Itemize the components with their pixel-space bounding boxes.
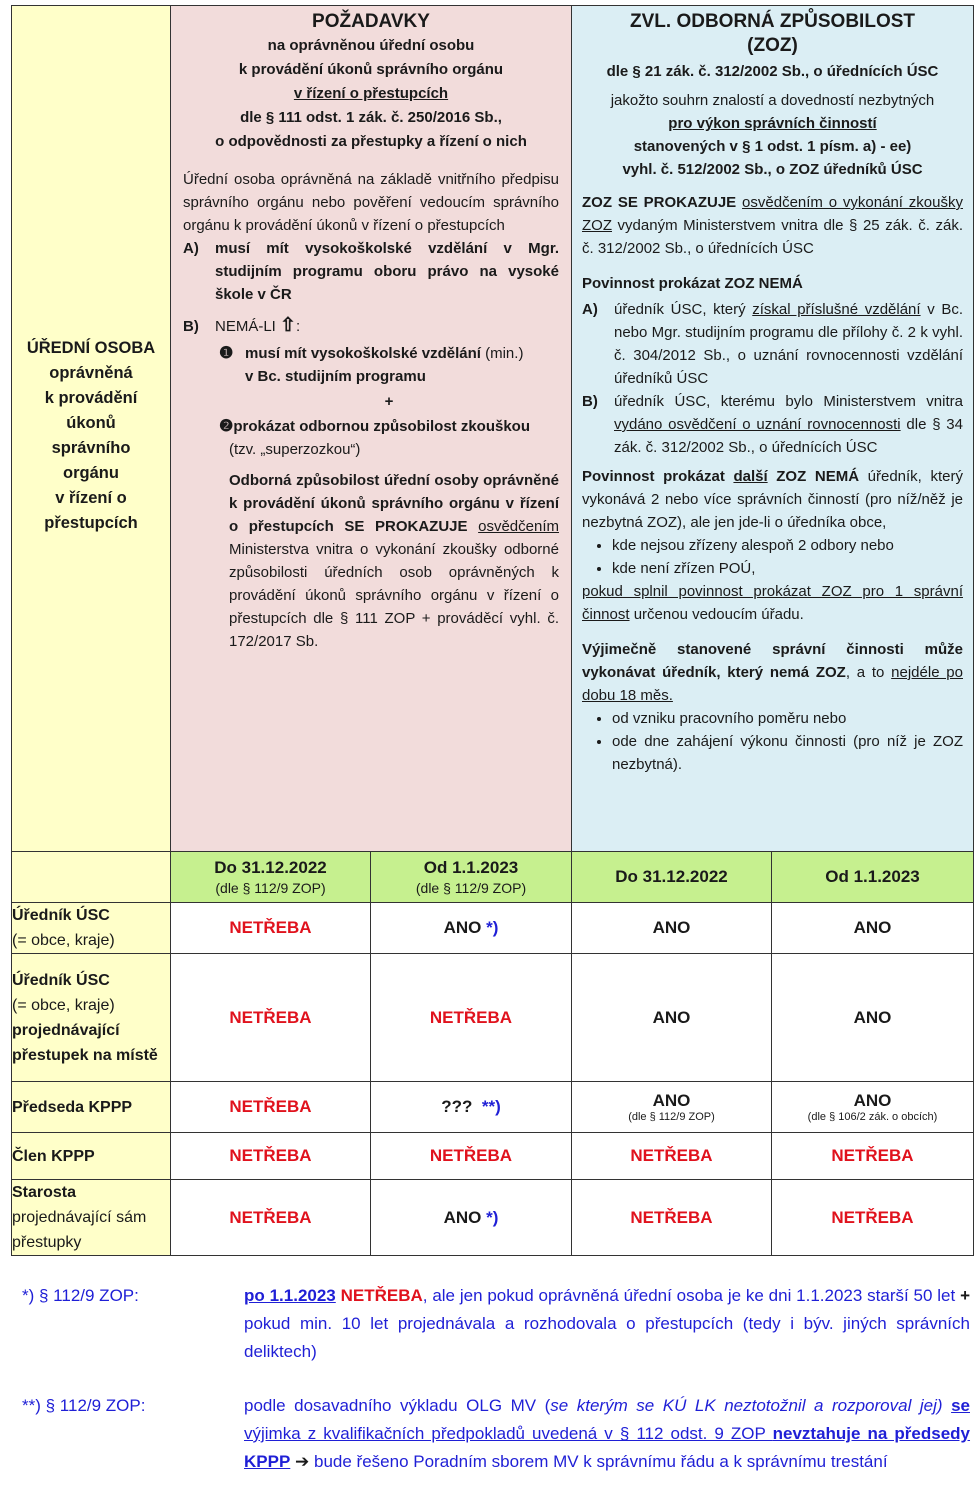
row2-col4: ANO [772,954,974,1082]
zoz-p4-li1: • od vzniku pracovního poměru nebo [612,707,963,730]
footnote-2-text3: bude řešeno Poradním sborem MV k správnímu řádu a k správnímu trestání [309,1452,888,1471]
footnote-2-nevztahuje: nevztahuje na předsedy KPPP [244,1424,971,1471]
zoz-p1-rest: vydaným Ministerstvem vnitra dle § 25 zák. č. zák. č. 312/2002 Sb., o úřednících ÚSC [582,217,963,257]
row3-col4 [772,1082,974,1133]
row5-col2-value: ANO [443,1207,482,1227]
row5-col4 [772,1180,974,1256]
col1-title: Do 31.12.2022 [214,857,327,877]
zoz-pa-t1: úředník ÚSC, který [614,301,753,318]
row2-label-bold2: projednávající přestupek na místě [12,1021,158,1064]
row3-col2 [371,1082,572,1133]
zoz-p2-title: Povinnost prokázat ZOZ NEMÁ [582,275,803,292]
od-rest: Ministerstva vnitra o vykonání zkoušky odborné způsobilosti úředních osob oprávněných k provádění úkonů správního orgánu v řízení o přestupcích dle § 111 ZOP + prováděcí vyhl. č. 172/2017 Sb. [229,541,559,650]
n2-line2: (tzv. „superzozkou“) [229,441,361,458]
col1-sub: (dle § 112/9 ZOP) [215,879,326,896]
pozadavky-sub4: dle § 111 odst. 1 zák. č. 250/2016 Sb., [240,109,502,126]
zoz-cell [572,6,974,852]
comparison-table [11,5,974,1256]
row2-col2 [371,954,572,1082]
row3-col4-value: ANO [853,1090,892,1110]
n2-bold: prokázat odbornou způsobilost zkouškou [233,418,531,435]
plus-sign: + [384,393,394,410]
row4-col3 [572,1133,772,1180]
n1-bold: musí mít vysokoškolské vzdělání [245,345,481,362]
row5-col1-value: NETŘEBA [229,1207,312,1227]
footnote-2 [22,1392,970,1476]
zoz-p3-b1: Povinnost prokázat [582,468,734,485]
pozadavky-sub3: v řízení o přestupcích [293,85,449,102]
row5-col2-star: *) [486,1207,499,1227]
row4-col3-value: NETŘEBA [630,1146,713,1165]
zoz-p4-bold: Výjimečně stanovené správní činnosti může vykonávat úředník, který nemá ZOZ [582,641,963,681]
row3-col1 [171,1082,371,1133]
row4-col4 [772,1133,974,1180]
zoz-sub1: dle § 21 zák. č. 312/2002 Sb., o úřednících ÚSC [606,63,939,80]
row3-col3-sub: (dle § 112/9 ZOP) [628,1110,715,1123]
col-header-1 [171,852,371,903]
pozadavky-sub1: na oprávněnou úřední osobu [267,37,475,54]
row1-label-rest: (= obce, kraje) [12,932,115,949]
zoz-pa-t2: v Bc. nebo Mgr. studijním programu dle přílohy č. 2 k vyhl. č. 304/2012 Sb., o uznání rovnocennosti vzdělání úředníků ÚSC [614,301,963,387]
left-header-line6: orgánu [63,464,119,482]
left-header-line3: k provádění [44,389,138,407]
row-label-ureDnik-na-miste [12,954,171,1082]
row4-col2-value: NETŘEBA [429,1146,513,1165]
od-bold: Odborná způsobilost úřední osoby oprávněné k provádění úkonů správního orgánu v řízení o přestupcích SE PROKAZUJE [229,472,559,535]
row2-col2-value: NETŘEBA [429,1007,513,1027]
row5-col3-value: NETŘEBA [630,1207,713,1227]
od-underline: osvědčením [478,518,559,535]
row-label-predseda-kppp: Předseda KPPP [12,1082,171,1133]
zoz-sub3: pro výkon správních činností [668,115,877,132]
row1-col1 [171,903,371,954]
a-marker: A) [183,240,199,257]
col-header-3: Do 31.12.2022 [572,852,772,903]
zoz-pb-marker: B) [582,393,598,410]
row1-col2-star: *) [486,918,499,937]
zoz-sub5: vyhl. č. 512/2002 Sb., o ZOZ úředníků ÚSC [622,161,923,178]
row1-col2 [371,903,572,954]
row2-col1 [171,954,371,1082]
row5-col1 [171,1180,371,1256]
b-marker: B) [183,318,199,335]
row-label-starosta [12,1180,171,1256]
row1-col4: ANO [772,903,974,954]
col2-title: Od 1.1.2023 [423,857,519,877]
zoz-p3-tail-underline: pokud splnil povinnost prokázat ZOZ pro 1 správní činnost [582,583,963,623]
footnote-2-text1: podle dosavadního výkladu OLG MV ( [244,1396,551,1415]
row3-col1-value: NETŘEBA [229,1097,312,1116]
left-header-line2: oprávněná [49,364,133,382]
footnote-1-netreba: NETŘEBA [340,1286,423,1305]
row1-col1-value: NETŘEBA [229,918,312,937]
footnote-1-text1: , ale jen pokud oprávněná úřední osoba je ke dni 1.1.2023 starší 50 let [422,1286,961,1305]
zoz-pb-t1: úředník ÚSC, kterému bylo Ministerstvem vnitra [614,393,963,410]
zoz-pa-underline: získal příslušné vzdělání [752,301,921,318]
corner-cell [12,852,171,903]
zoz-pb-underline: vydáno osvědčení o uznání rovnocennosti [614,416,901,433]
footnote-2-se: se [951,1396,970,1415]
row2-label-rest: (= obce, kraje) [12,996,115,1014]
col-header-2 [371,852,572,903]
col2-sub: (dle § 112/9 ZOP) [415,879,527,896]
zoz-p4-underline: nejdéle po dobu 18 měs. [582,664,963,704]
footnote-1-plus: + [960,1286,971,1305]
zoz-p3-underline: další [733,468,768,485]
zoz-p3-tail: určenou vedoucím úřadu. [629,606,804,623]
left-header-line8: přestupcích [44,514,138,532]
zoz-p3-rest: úředník, který vykonává 2 nebo více správních činností (pro níž/něž je nezbytná ZOZ), ale jen jde-li o úředníka obce, [582,468,963,531]
left-header-cell [12,6,171,852]
a-text: musí mít vysokoškolské vzdělání v Mgr. studijním programu oboru právo na vysoké škole v ČR [215,240,559,303]
pozadavky-sub5: o odpovědnosti za přestupky a řízení o nich [215,133,527,150]
row4-col2 [371,1133,572,1180]
n1-normal: (min.) [480,345,524,362]
row3-col3-value: ANO [652,1090,691,1110]
row1-label-bold: Úředník ÚSC [12,907,110,924]
row3-col2-value: ??? [441,1097,473,1116]
row3-col3 [572,1082,772,1133]
footnote-1 [22,1282,970,1366]
row4-col4-value: NETŘEBA [831,1146,914,1165]
row1-col2-value: ANO [443,918,482,937]
zoz-p4-t: , a to [845,664,892,681]
row3-col2-star: **) [481,1097,501,1116]
footnote-1-date: po 1.1.2023 [244,1286,336,1305]
row5-col4-value: NETŘEBA [831,1207,914,1227]
footnote-1-label: *) § 112/9 ZOP: [22,1286,139,1305]
row5-label-bold: Starosta [12,1184,77,1201]
row-label-clen-kppp: Člen KPPP [12,1133,171,1180]
row5-label-rest: projednávající sám přestupky [12,1209,147,1251]
left-header-line4: úkonů [66,414,116,432]
zoz-p1-underline: osvědčením o vykonání zkoušky ZOZ [582,194,963,234]
zoz-sub4: stanovených v § 1 odst. 1 písm. a) - ee) [633,138,912,155]
b-text: NEMÁ-LI [215,318,276,335]
col-header-4: Od 1.1.2023 [772,852,974,903]
zoz-p1-bold: ZOZ SE PROKAZUJE [582,194,737,211]
row4-col1-value: NETŘEBA [229,1146,312,1165]
arrow-up-icon: ⇧ [280,315,296,336]
left-header-line5: správního [51,439,131,457]
n1-line2: v Bc. studijním programu [245,368,426,385]
footnote-2-underline: výjimka z kvalifikačních předpokladů uvedená v § 112 odst. 9 ZOP [244,1424,773,1443]
pozadavky-intro: Úřední osoba oprávněná na základě vnitřního předpisu správního orgánu nebo pověření vedoucím správního orgánu k provádění úkonů v řízení o přestupcích [183,171,559,234]
pozadavky-cell [171,6,572,852]
zoz-p4-li2: • ode dne zahájení výkonu činnosti (pro níž je ZOZ nezbytná). [612,730,963,776]
zoz-sub2: jakožto souhrn znalostí a dovedností nezbytných [610,92,935,109]
row2-label-bold: Úředník ÚSC [12,971,110,989]
footnote-1-text2: pokud min. 10 let projednávala a rozhodovala o přestupcích (tedy i býv. jiných správních deliktech) [244,1314,970,1361]
zoz-title2: (ZOZ) [747,35,798,56]
left-header-line7: v řízení o [55,489,127,507]
row3-col4-sub: (dle § 106/2 zák. o obcích) [807,1110,938,1123]
zoz-p3-li2: • kde není zřízen POÚ, [612,557,963,580]
left-header-line1: ÚŘEDNÍ OSOBA [26,339,156,357]
pozadavky-title: POŽADAVKY [312,11,430,32]
row5-col2 [371,1180,572,1256]
arrow-right-icon: ➔ [295,1452,310,1471]
zoz-pa-marker: A) [582,301,598,318]
zoz-title1: ZVL. ODBORNÁ ZPŮSOBILOST [630,11,915,32]
footnote-2-italic: se kterým se KÚ LK neztotožnil a rozporoval jej) [550,1396,943,1415]
row4-col1 [171,1133,371,1180]
number-two-icon: ❷ [219,418,234,435]
footnote-2-space [943,1396,952,1415]
pozadavky-sub2: k provádění úkonů správního orgánu [238,61,504,78]
number-one-icon: ❶ [219,345,234,362]
b-colon: : [295,318,301,335]
footnote-2-label: **) § 112/9 ZOP: [22,1396,146,1415]
zoz-p3-b2: ZOZ NEMÁ [767,468,860,485]
row1-col3: ANO [572,903,772,954]
row-label-ureDnik-usc [12,903,171,954]
row2-col3: ANO [572,954,772,1082]
row2-col1-value: NETŘEBA [229,1007,312,1027]
zoz-p3-li1: • kde nejsou zřízeny alespoň 2 odbory nebo [612,534,963,557]
row5-col3 [572,1180,772,1256]
zoz-pb-t2: dle § 34 zák. č. 312/2002 Sb., o úřednících ÚSC [614,416,963,456]
